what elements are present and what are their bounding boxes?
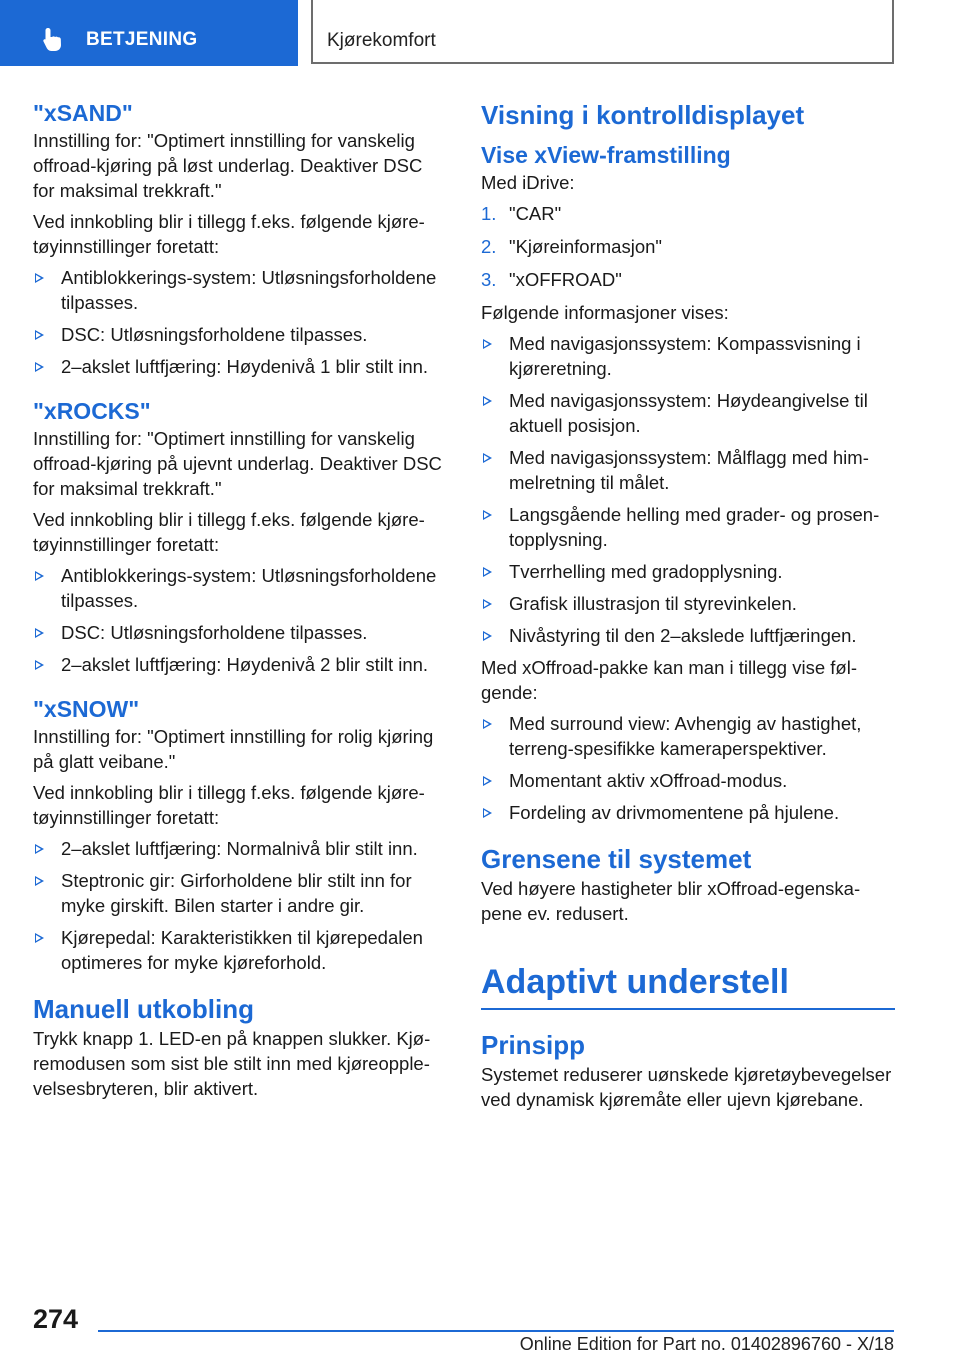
triangle-bullet-icon xyxy=(35,330,44,340)
manual-heading: Manuell utkobling xyxy=(33,994,254,1024)
xsand-heading: "xSAND" xyxy=(33,100,133,126)
list-item xyxy=(481,331,895,381)
left-column xyxy=(33,98,447,1107)
triangle-bullet-icon xyxy=(35,362,44,372)
page-footer xyxy=(0,1296,960,1362)
list-item-text: Med navigasjonssystem: Kompassvisning i kjøreretning. xyxy=(509,333,861,379)
list-item xyxy=(33,868,447,918)
section-tab[interactable] xyxy=(0,0,298,66)
list-item xyxy=(33,354,447,379)
principle-text: Systemet reduserer uønskede kjøretøybevegelser ved dynamisk kjøremåte eller ujevn kjørebane. xyxy=(481,1064,892,1110)
list-item-text: Med navigasjonssystem: Målflagg med himmelretning til målet. xyxy=(509,447,869,493)
step-item xyxy=(481,234,895,259)
xrocks-intro: Innstilling for: "Optimert innstilling for vanskelig offroad-kjøring på ujevnt underlag. Deaktiver DSC for maksimal trekkraft." xyxy=(33,428,442,499)
triangle-bullet-icon xyxy=(483,567,492,577)
list-item xyxy=(33,652,447,677)
list-item-text: Fordeling av drivmomentene på hjulene. xyxy=(509,802,840,823)
page-number: 274 xyxy=(33,1304,79,1334)
idrive-lead: Med iDrive: xyxy=(481,172,575,193)
info-lead: Følgende informasjoner vises: xyxy=(481,302,729,323)
step-item xyxy=(481,267,895,292)
step-text: "Kjøreinformasjon" xyxy=(509,236,662,257)
triangle-bullet-icon xyxy=(483,599,492,609)
step-number: 3. xyxy=(481,269,497,290)
list-item xyxy=(33,265,447,315)
xsand-list xyxy=(33,265,447,379)
edition-text: Online Edition for Part no. 01402896760 - X/18 xyxy=(519,1334,894,1354)
triangle-bullet-icon xyxy=(35,933,44,943)
xsnow-intro: Innstilling for: "Optimert innstilling for rolig kjøring på glatt veibane." xyxy=(33,726,434,772)
xsnow-heading: "xSNOW" xyxy=(33,696,140,722)
xsnow-list xyxy=(33,836,447,975)
list-item-text: Steptronic gir: Girforholdene blir stilt inn for myke girskift. Bilen starter i andre gir. xyxy=(61,870,412,916)
list-item xyxy=(33,925,447,975)
triangle-bullet-icon xyxy=(35,571,44,581)
list-item-text: Momentant aktiv xOffroad-modus. xyxy=(509,770,788,791)
list-item xyxy=(481,800,895,825)
list-item-text: DSC: Utløsningsforholdene tilpasses. xyxy=(61,622,368,643)
list-item-text: Langsgående helling med grader- og prosentopplysning. xyxy=(509,504,880,550)
list-item xyxy=(481,591,895,616)
list-item xyxy=(481,623,895,648)
list-item-text: Med navigasjonssystem: Høydeangivelse til aktuell posisjon. xyxy=(509,390,868,436)
section-label: BETJENING xyxy=(86,29,198,50)
triangle-bullet-icon xyxy=(35,273,44,283)
pack-list xyxy=(481,711,895,825)
triangle-bullet-icon xyxy=(483,808,492,818)
list-item-text: DSC: Utløsningsforholdene tilpasses. xyxy=(61,324,368,345)
limits-heading: Grensene til systemet xyxy=(481,844,752,874)
list-item xyxy=(481,502,895,552)
list-item xyxy=(33,322,447,347)
idrive-steps xyxy=(481,201,895,292)
chapter-label: Kjørekomfort xyxy=(327,30,436,51)
list-item-text: 2–akslet luftfjæring: Høydenivå 1 blir stilt inn. xyxy=(61,356,429,377)
list-item-text: Nivåstyring til den 2–akslede luftfjæringen. xyxy=(509,625,857,646)
step-text: "xOFFROAD" xyxy=(509,269,622,290)
xrocks-list xyxy=(33,563,447,677)
step-item xyxy=(481,201,895,226)
adaptive-heading: Adaptivt understell xyxy=(481,960,895,1010)
triangle-bullet-icon xyxy=(35,628,44,638)
xsand-intro: Innstilling for: "Optimert innstilling for vanskelig offroad-kjøring på løst underlag. Deaktiver DSC for maksimal trekkraft." xyxy=(33,130,423,201)
list-item xyxy=(33,620,447,645)
triangle-bullet-icon xyxy=(483,631,492,641)
right-column xyxy=(481,98,895,1118)
list-item-text: Med surround view: Avhengig av hastighet, terreng-spesifikke kameraperspektiver. xyxy=(509,713,862,759)
list-item xyxy=(481,711,895,761)
list-item xyxy=(481,445,895,495)
manual-text: Trykk knapp 1. LED-en på knappen slukker. Kjøremodusen som sist ble stilt inn med kjøreopplevelsesbryteren, blir aktivert. xyxy=(33,1028,431,1099)
list-item xyxy=(33,836,447,861)
step-text: "CAR" xyxy=(509,203,562,224)
xrocks-heading: "xROCKS" xyxy=(33,398,151,424)
footer-divider xyxy=(98,1330,894,1332)
chapter-tab[interactable] xyxy=(311,0,894,64)
list-item xyxy=(33,563,447,613)
pack-lead: Med xOffroad-pakke kan man i tillegg vise følgende: xyxy=(481,657,857,703)
list-item-text: Antiblokkerings-system: Utløsningsforholdene tilpasses. xyxy=(61,565,437,611)
xrocks-lead: Ved innkobling blir i tillegg f.eks. følgende kjøretøyinnstillinger foretatt: xyxy=(33,509,425,555)
triangle-bullet-icon xyxy=(35,876,44,886)
triangle-bullet-icon xyxy=(35,844,44,854)
display-heading: Visning i kontrolldisplayet xyxy=(481,100,805,130)
step-number: 2. xyxy=(481,236,497,257)
xview-subheading: Vise xView-framstilling xyxy=(481,142,731,168)
list-item-text: Kjørepedal: Karakteristikken til kjørepedalen optimeres for myke kjøreforhold. xyxy=(61,927,423,973)
list-item-text: 2–akslet luftfjæring: Høydenivå 2 blir stilt inn. xyxy=(61,654,429,675)
page-header xyxy=(0,0,960,66)
list-item-text: Antiblokkerings-system: Utløsningsforholdene tilpasses. xyxy=(61,267,437,313)
triangle-bullet-icon xyxy=(483,453,492,463)
triangle-bullet-icon xyxy=(483,396,492,406)
triangle-bullet-icon xyxy=(483,339,492,349)
list-item-text: 2–akslet luftfjæring: Normalnivå blir stilt inn. xyxy=(61,838,418,859)
list-item xyxy=(481,768,895,793)
xsand-lead: Ved innkobling blir i tillegg f.eks. følgende kjøretøyinnstillinger foretatt: xyxy=(33,211,425,257)
triangle-bullet-icon xyxy=(483,510,492,520)
triangle-bullet-icon xyxy=(483,776,492,786)
list-item xyxy=(481,388,895,438)
triangle-bullet-icon xyxy=(35,660,44,670)
triangle-bullet-icon xyxy=(483,719,492,729)
principle-heading: Prinsipp xyxy=(481,1030,586,1060)
list-item-text: Grafisk illustrasjon til styrevinkelen. xyxy=(509,593,797,614)
limits-text: Ved høyere hastigheter blir xOffroad-egenskapene ev. redusert. xyxy=(481,878,861,924)
xsnow-lead: Ved innkobling blir i tillegg f.eks. følgende kjøretøyinnstillinger foretatt: xyxy=(33,782,425,828)
hand-pointer-icon xyxy=(40,26,66,52)
info-list xyxy=(481,331,895,648)
list-item-text: Tverrhelling med gradopplysning. xyxy=(509,561,783,582)
step-number: 1. xyxy=(481,203,497,224)
list-item xyxy=(481,559,895,584)
